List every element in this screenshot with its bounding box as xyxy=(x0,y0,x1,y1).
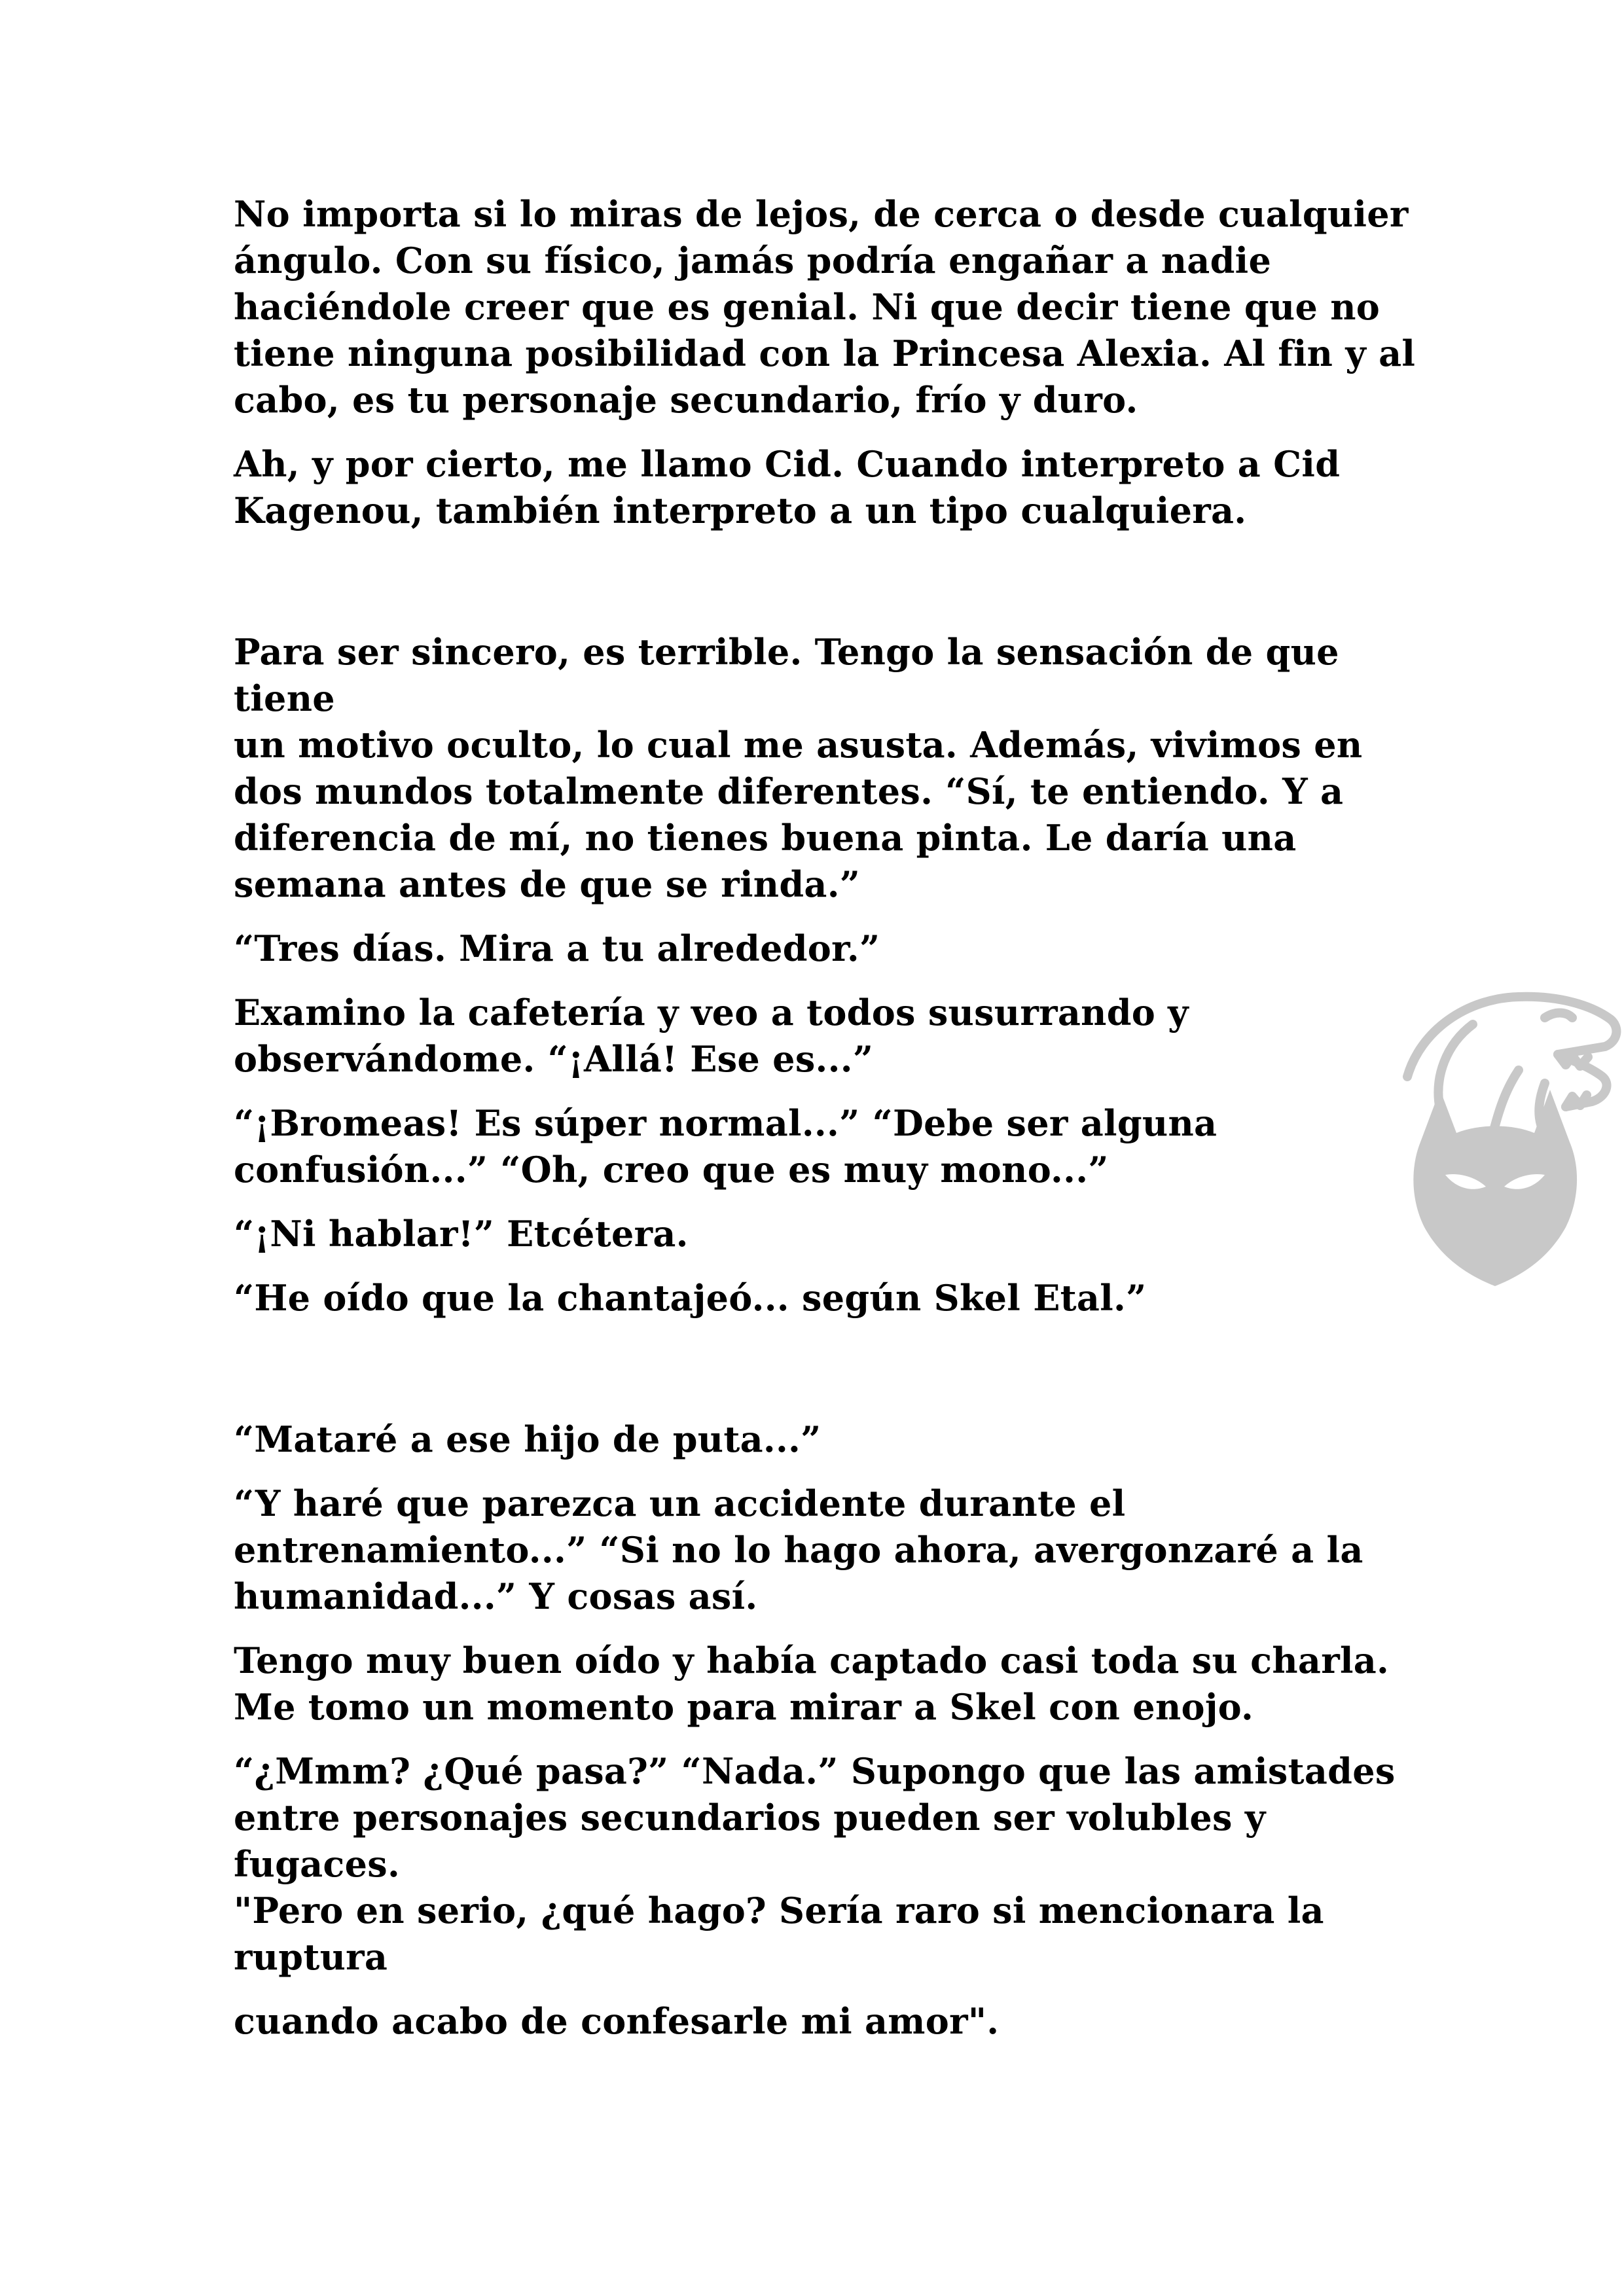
paragraph: Ah, y por cierto, me llamo Cid. Cuando interpreto a Cid Kagenou, también interpreto a un tipo cualquiera. xyxy=(234,443,1341,531)
paragraph: “¿Mmm? ¿Qué pasa?” “Nada.” Supongo que las amistades entre personajes secundarios pueden ser volubles y fugaces. "Pero en serio, ¿qué hago? Sería raro si mencionara la ruptura xyxy=(234,1750,1396,1978)
paragraph: “He oído que la chantajeó... según Skel Etal.” xyxy=(234,1277,1147,1319)
paragraph: “Tres días. Mira a tu alrededor.” xyxy=(234,927,880,969)
paragraph: “¡Bromeas! Es súper normal...” “Debe ser alguna confusión...” “Oh, creo que es muy mono...” xyxy=(234,1102,1218,1191)
scene-break xyxy=(234,552,1425,629)
paragraph: “Mataré a ese hijo de puta...” xyxy=(234,1418,821,1460)
paragraph: Para ser sincero, es terrible. Tengo la sensación de que tiene un motivo oculto, lo cual me asusta. Además, vivimos en dos mundos totalmente diferentes. “Sí, te entiendo. Y a diferencia de mí, no tienes buena pinta. Le daría una semana antes de que se rinda.” xyxy=(234,631,1363,905)
paragraph: Tengo muy buen oído y había captado casi toda su charla. Me tomo un momento para mirar a Skel con enojo. xyxy=(234,1640,1390,1728)
dinosaur-devil-logo-icon xyxy=(1394,978,1624,1306)
paragraph: “¡Ni hablar!” Etcétera. xyxy=(234,1213,689,1255)
paragraph: No importa si lo miras de lejos, de cerca o desde cualquier ángulo. Con su físico, jamás podría engañar a nadie haciéndole creer que es genial. Ni que decir tiene que no tiene ninguna posibilidad con la Princesa Alexia. Al fin y al cabo, es tu personaje secundario, frío y duro. xyxy=(234,193,1416,421)
paragraph: Examino la cafetería y veo a todos susurrando y observándome. “¡Allá! Ese es...” xyxy=(234,992,1189,1080)
body-text xyxy=(234,191,1425,2062)
scene-break xyxy=(234,1339,1425,1416)
paragraph: cuando acabo de confesarle mi amor". xyxy=(234,2000,1000,2042)
paragraph: “Y haré que parezca un accidente durante el entrenamiento...” “Si no lo hago ahora, avergonzaré a la humanidad...” Y cosas así. xyxy=(234,1482,1363,1617)
